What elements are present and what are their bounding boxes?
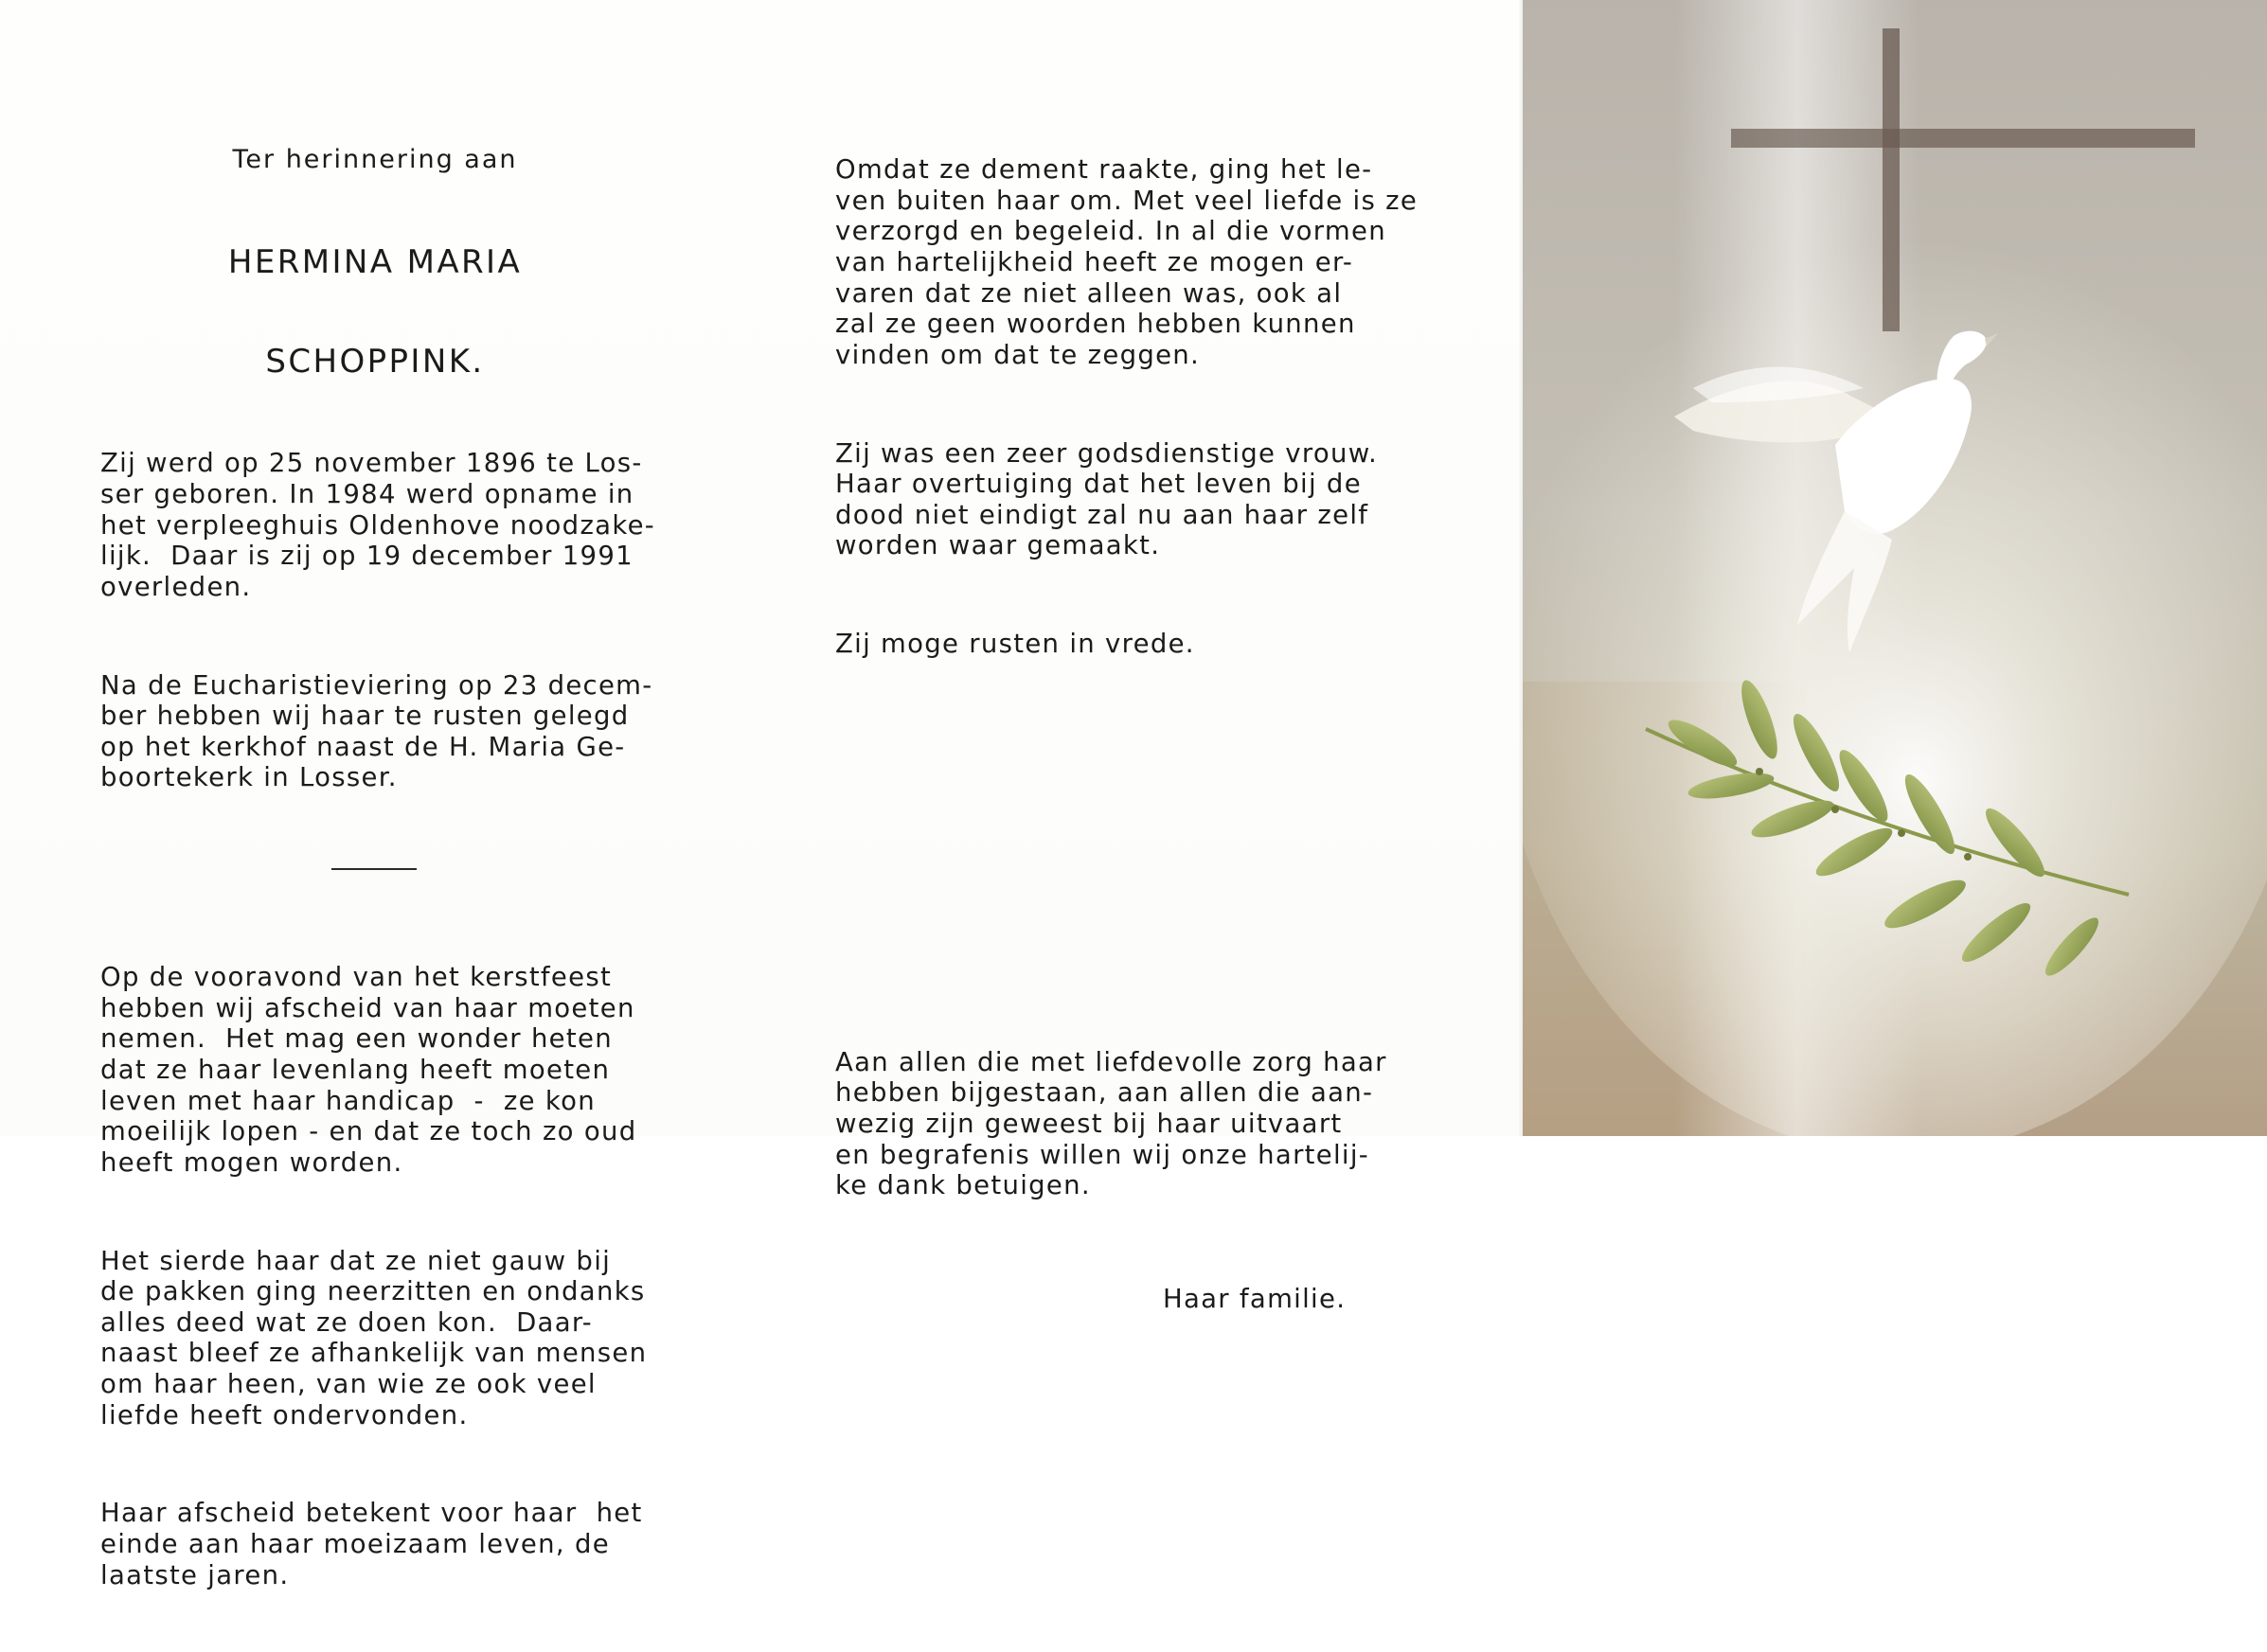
illustration-panel (1523, 0, 2267, 1136)
farewell-paragraph: Op de vooravond van het kerstfeest hebben wij afscheid van haar moeten nemen. Het mag een wonder heten dat ze haar levenlang heeft moeten leven met haar handicap - ze kon moeilijk lopen - en dat ze toch zo oud heeft mogen worden. (100, 962, 637, 1178)
left-column (100, 83, 669, 1652)
family-signature: Haar familie. (1163, 1284, 1347, 1315)
thanks-paragraph: Aan allen die met liefdevolle zorg haar hebben bijgestaan, aan allen die aan- wezig zijn geweest bij haar uitvaart en begrafenis willen wij onze hartelij- ke dank betuigen. (835, 1046, 1387, 1201)
rest-in-peace-text: Zij moge rusten in vrede. (835, 629, 1195, 660)
dementia-paragraph: Omdat ze dement raakte, ging het le- ven buiten haar om. Met veel liefde is ze verzorgd en begeleid. In al die vormen van hartelijkheid heeft ze mogen er- varen dat ze niet alleen was, ook al zal ze geen woorden hebben kunnen vinden om dat te zeggen. (835, 154, 1419, 370)
deceased-name-last: SCHOPPINK. (265, 343, 485, 382)
character-paragraph: Het sierde haar dat ze niet gauw bij de pakken ging neerzitten en ondanks alles deed wat ze doen kon. Daar- naast bleef ze afhankelijk van mensen om haar heen, van wie ze ook veel liefde heeft ondervonden. (100, 1245, 648, 1430)
intro-text: Ter herinnering aan (232, 145, 518, 175)
burial-paragraph: Na de Eucharistieviering op 23 decem- ber hebben wij haar te rusten gelegd op het kerkhof naast de H. Maria Ge- boortekerk in Losser. (100, 669, 653, 793)
deceased-name-first: HERMINA MARIA (227, 242, 523, 281)
illustration (1523, 0, 2267, 1136)
right-column (835, 93, 1419, 1377)
faith-paragraph: Zij was een zeer godsdienstige vrouw. Haar overtuiging dat het leven bij de dood niet eindigt zal nu aan haar zelf worden waar gemaakt. (835, 437, 1379, 561)
birth-death-paragraph: Zij werd op 25 november 1896 te Los- ser geboren. In 1984 werd opname in het verpleeghuis Oldenhove noodzake- lijk. Daar is zij op 19 december 1991 overleden. (100, 448, 656, 602)
divider (331, 868, 417, 870)
closing-paragraph: Haar afscheid betekent voor haar het einde aan haar moeizaam leven, de laatste jaren. (100, 1498, 643, 1590)
